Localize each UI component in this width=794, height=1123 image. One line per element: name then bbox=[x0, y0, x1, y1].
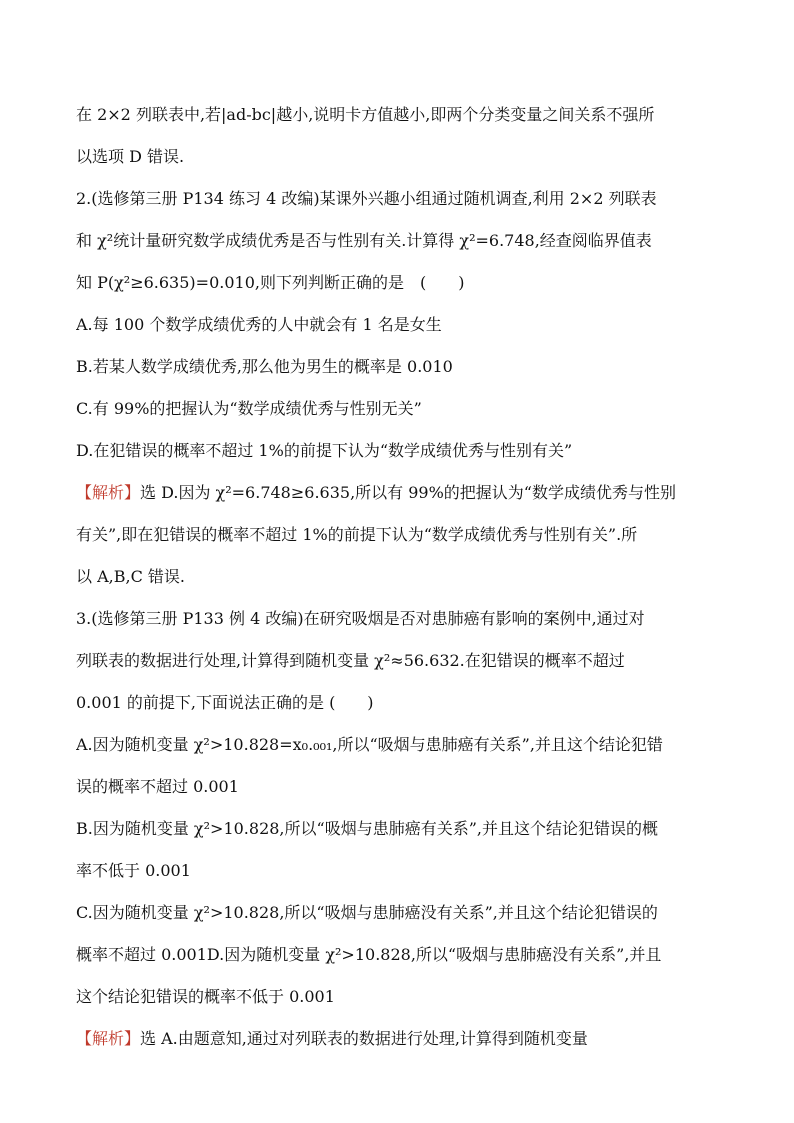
text-line: 以 A,B,C 错误. bbox=[76, 567, 185, 586]
option-a: A.因为随机变量 χ²>10.828=x₀.₀₀₁,所以“吸烟与患肺癌有关系”,并且这个结论犯错 bbox=[76, 735, 663, 754]
text-line: 列联表的数据进行处理,计算得到随机变量 χ²≈56.632.在犯错误的概率不超过 bbox=[76, 651, 625, 670]
option-b: B.若某人数学成绩优秀,那么他为男生的概率是 0.010 bbox=[76, 357, 453, 376]
text-line: 在 2×2 列联表中,若|ad-bc|越小,说明卡方值越小,即两个分类变量之间关系不强所 bbox=[76, 105, 655, 124]
option-b: B.因为随机变量 χ²>10.828,所以“吸烟与患肺癌有关系”,并且这个结论犯错误的概 bbox=[76, 819, 658, 838]
text-line: 和 χ²统计量研究数学成绩优秀是否与性别有关.计算得 χ²=6.748,经查阅临界值表 bbox=[76, 231, 652, 250]
text-line: 0.001 的前提下,下面说法正确的是 ( ) bbox=[76, 693, 374, 712]
option-c-d: 概率不超过 0.001D.因为随机变量 χ²>10.828,所以“吸烟与患肺癌没有关系”,并且 bbox=[76, 945, 662, 964]
analysis-line: 【解析】选 D.因为 χ²=6.748≥6.635,所以有 99%的把握认为“数学成绩优秀与性别 bbox=[76, 483, 676, 502]
text-line: 知 P(χ²≥6.635)=0.010,则下列判断正确的是 ( ) bbox=[76, 273, 465, 292]
text-line: 误的概率不超过 0.001 bbox=[76, 777, 239, 796]
text-line: 这个结论犯错误的概率不低于 0.001 bbox=[76, 987, 335, 1006]
text-line: 有关”,即在犯错误的概率不超过 1%的前提下认为“数学成绩优秀与性别有关”.所 bbox=[76, 525, 638, 544]
option-a: A.每 100 个数学成绩优秀的人中就会有 1 名是女生 bbox=[76, 315, 442, 334]
question-2-stem: 2.(选修第三册 P134 练习 4 改编)某课外兴趣小组通过随机调查,利用 2×2 列联表 bbox=[76, 189, 657, 208]
question-3-stem: 3.(选修第三册 P133 例 4 改编)在研究吸烟是否对患肺癌有影响的案例中,通过对 bbox=[76, 609, 645, 628]
analysis-tag: 【解析】 bbox=[76, 483, 141, 502]
analysis-line: 【解析】选 A.由题意知,通过对列联表的数据进行处理,计算得到随机变量 bbox=[76, 1029, 588, 1048]
option-d: D.在犯错误的概率不超过 1%的前提下认为“数学成绩优秀与性别有关” bbox=[76, 441, 573, 460]
option-c: C.因为随机变量 χ²>10.828,所以“吸烟与患肺癌没有关系”,并且这个结论犯错误的 bbox=[76, 903, 658, 922]
text-line: 率不低于 0.001 bbox=[76, 861, 191, 880]
option-c: C.有 99%的把握认为“数学成绩优秀与性别无关” bbox=[76, 399, 422, 418]
analysis-tag: 【解析】 bbox=[76, 1029, 141, 1048]
text-line: 以选项 D 错误. bbox=[76, 147, 185, 166]
